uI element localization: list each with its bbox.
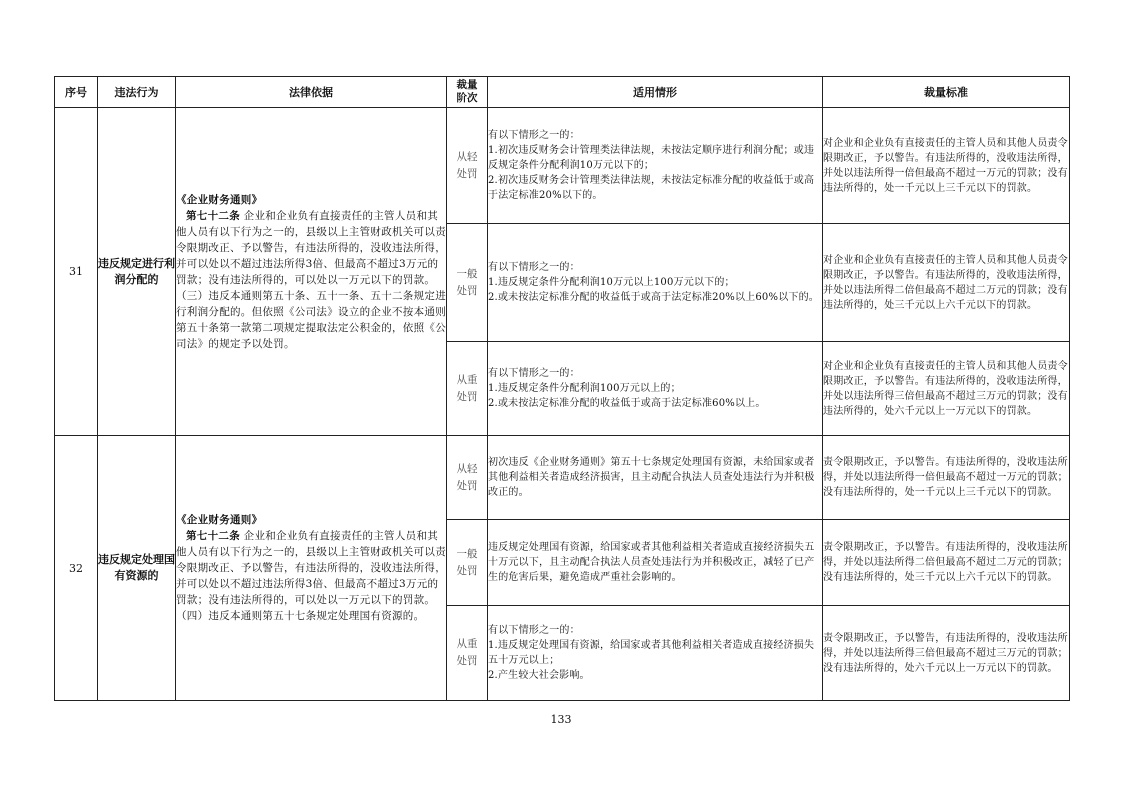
row-condition: 违反规定处理国有资源，给国家或者其他利益相关者造成直接经济损失五十万元以下，且主动配合执法人员查处违法行为并积极改正，减轻了已产生的危害后果，避免造成严重社会影响的。 [488, 520, 823, 606]
row-standard: 对企业和企业负有直接责任的主管人员和其他人员责令限期改正，予以警告。有违法所得的，没收违法所得，并处以违法所得一倍但最高不超过一万元的罚款；没有违法所得的，处一千元以上三千元以下的罚款。 [823, 108, 1070, 224]
row-standard: 对企业和企业负有直接责任的主管人员和其他人员责令限期改正，予以警告。有违法所得的，没收违法所得，并处以违法所得三倍但最高不超过三万元的罚款；没有违法所得的，处六千元以上一万元以下的罚款。 [823, 342, 1070, 436]
header-standard: 裁量标准 [823, 77, 1070, 108]
penalty-discretion-table [54, 76, 1070, 701]
row-level: 一般 处罚 [447, 224, 488, 342]
row-standard: 对企业和企业负有直接责任的主管人员和其他人员责令限期改正，予以警告。有违法所得的，没收违法所得，并处以违法所得二倍但最高不超过二万元的罚款；没有违法所得的，处三千元以上六千元以下的罚款。 [823, 224, 1070, 342]
row-condition: 有以下情形之一的： 1.初次违反财务会计管理类法律法规，未按法定顺序进行利润分配；或违反规定条件分配利润10万元以下的； 2.初次违反财务会计管理类法律法规，未按法定标准分配的收益低于或高于法定标准20%以下的。 [488, 108, 823, 224]
header-violation: 违法行为 [98, 77, 176, 108]
row-level: 从轻 处罚 [447, 436, 488, 520]
row-level: 从重 处罚 [447, 342, 488, 436]
header-basis: 法律依据 [176, 77, 447, 108]
header-level [447, 77, 488, 108]
row-violation: 违反规定进行利润分配的 [98, 108, 176, 436]
basis-article: 第七十二条 [186, 530, 240, 542]
row-level: 一般 处罚 [447, 520, 488, 606]
row-violation: 违反规定处理国有资源的 [98, 436, 176, 701]
row-condition: 初次违反《企业财务通则》第五十七条规定处理国有资源，未给国家或者其他利益相关者造成经济损害，且主动配合执法人员查处违法行为并积极改正的。 [488, 436, 823, 520]
row-legal-basis [176, 436, 447, 701]
header-condition: 适用情形 [488, 77, 823, 108]
basis-text: 企业和企业负有直接责任的主管人员和其他人员有以下行为之一的，县级以上主管财政机关可以责令限期改正、予以警告，有违法所得的，没收违法所得，并可以处以不超过违法所得3倍、但最高不超过3万元的罚款；没有违法所得的，可以处以一万元以下的罚款。（四）违反本通则第五十七条规定处理国有资源的。 [176, 530, 446, 622]
row-seq: 31 [55, 108, 98, 436]
basis-title: 《企业财务通则》 [176, 193, 263, 206]
table-row [55, 108, 1070, 224]
row-condition: 有以下情形之一的： 1.违反规定条件分配利润10万元以上100万元以下的； 2.或未按法定标准分配的收益低于或高于法定标准20%以上60%以下的。 [488, 224, 823, 342]
row-legal-basis [176, 108, 447, 436]
row-condition: 有以下情形之一的： 1.违反规定处理国有资源，给国家或者其他利益相关者造成直接经济损失五十万元以上； 2.产生较大社会影响。 [488, 606, 823, 701]
header-row [55, 77, 1070, 108]
row-level: 从重 处罚 [447, 606, 488, 701]
basis-title: 《企业财务通则》 [176, 514, 263, 526]
row-standard: 责令限期改正，予以警告。有违法所得的，没收违法所得，并处以违法所得二倍但最高不超过二万元的罚款；没有违法所得的，处三千元以上六千元以下的罚款。 [823, 520, 1070, 606]
page-number: 133 [550, 713, 572, 726]
header-level-line1: 裁量 [456, 79, 478, 91]
header-level-line2: 阶次 [456, 92, 478, 104]
table-row [55, 436, 1070, 520]
row-seq: 32 [55, 436, 98, 701]
header-seq: 序号 [55, 77, 98, 108]
row-level: 从轻 处罚 [447, 108, 488, 224]
row-condition: 有以下情形之一的： 1.违反规定条件分配利润100万元以上的； 2.或未按法定标准分配的收益低于或高于法定标准60%以上。 [488, 342, 823, 436]
row-standard: 责令限期改正，予以警告。有违法所得的，没收违法所得，并处以违法所得一倍但最高不超过一万元的罚款；没有违法所得的，处一千元以上三千元以下的罚款。 [823, 436, 1070, 520]
basis-article: 第七十二条 [186, 209, 240, 222]
row-standard: 责令限期改正，予以警告，有违法所得的，没收违法所得，并处以违法所得三倍但最高不超过三万元的罚款；没有违法所得的，处六千元以上一万元以下的罚款。 [823, 606, 1070, 701]
basis-text: 企业和企业负有直接责任的主管人员和其他人员有以下行为之一的，县级以上主管财政机关可以责令限期改正、予以警告，有违法所得的，没收违法所得，并可以处以不超过违法所得3倍、但最高不超过3万元的罚款；没有违法所得的，可以处以一万元以下的罚款。（三）违反本通则第五十条、五十一条、五十二条规定进行利润分配的。但依照《公司法》设立的企业不按本通则第五十条第一款第二项规定提取法定公积金的，依照《公司法》的规定予以处罚。 [176, 209, 446, 350]
